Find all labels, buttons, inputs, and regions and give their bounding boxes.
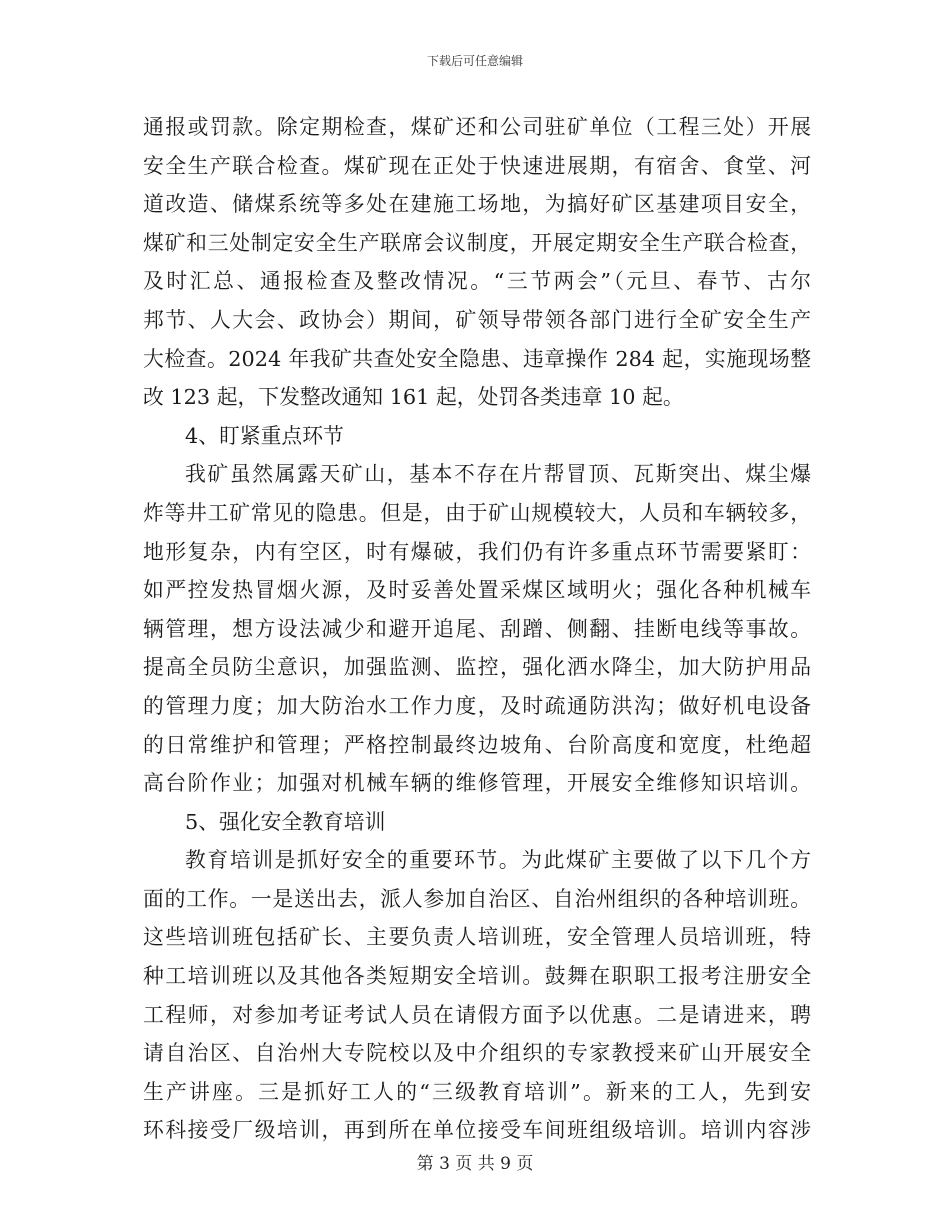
text-line: 改 123 起，下发整改通知 161 起，处罚各类违章 10 起。 <box>143 385 684 410</box>
text-line: 安全生产联合检查。煤矿现在正处于快速进展期，有宿舍、食堂、河 <box>143 153 811 178</box>
text-line: 环科接受厂级培训，再到所在单位接受车间班组级培训。培训内容涉 <box>143 1118 811 1143</box>
text-line: 的管理力度；加大防治水工作力度，及时疏通防洪沟；做好机电设备 <box>143 693 811 718</box>
text-line: 煤矿和三处制定安全生产联席会议制度，开展定期安全生产联合检查， <box>143 230 811 255</box>
text-line: 辆管理，想方设法减少和避开追尾、刮蹭、侧翻、挂断电线等事故。 <box>143 616 811 641</box>
document-body <box>143 108 811 1150</box>
text-line: 种工培训班以及其他各类短期安全培训。鼓舞在职职工报考注册安全 <box>143 964 811 989</box>
text-line: 如严控发热冒烟火源，及时妥善处置采煤区域明火；强化各种机械车 <box>143 578 811 603</box>
text-line: 这些培训班包括矿长、主要负责人培训班，安全管理人员培训班，特 <box>143 925 811 950</box>
text-line: 及时汇总、通报检查及整改情况。“三节两会”（元旦、春节、古尔 <box>143 269 811 294</box>
text-line: 4、盯紧重点环节 <box>185 423 344 448</box>
text-line: 通报或罚款。除定期检查，煤矿还和公司驻矿单位（工程三处）开展 <box>143 115 811 139</box>
text-line: 炸等井工矿常见的隐患。但是，由于矿山规模较大，人员和车辆较多， <box>143 500 811 525</box>
text-line: 教育培训是抓好安全的重要环节。为此煤矿主要做了以下几个方 <box>185 848 811 873</box>
text-line: 5、强化安全教育培训 <box>185 809 386 834</box>
text-line: 邦节、人大会、政协会）期间，矿领导带领各部门进行全矿安全生产 <box>143 307 811 332</box>
text-line: 请自治区、自治州大专院校以及中介组织的专家教授来矿山开展安全 <box>143 1041 811 1066</box>
text-line: 生产讲座。三是抓好工人的“三级教育培训”。新来的工人，先到安 <box>143 1079 811 1104</box>
text-line: 高台阶作业；加强对机械车辆的维修管理，开展安全维修知识培训。 <box>143 771 811 796</box>
text-line: 我矿虽然属露天矿山，基本不存在片帮冒顶、瓦斯突出、煤尘爆 <box>185 462 811 487</box>
text-line: 大检查。2024 年我矿共查处安全隐患、违章操作 284 起，实施现场整 <box>143 346 811 371</box>
text-line: 面的工作。一是送出去，派人参加自治区、自治州组织的各种培训班。 <box>143 886 811 911</box>
page-footer: 第 3 页 共 9 页 <box>416 1154 534 1174</box>
text-line: 工程师，对参加考证考试人员在请假方面予以优惠。二是请进来，聘 <box>143 1002 811 1027</box>
text-line: 的日常维护和管理；严格控制最终边坡角、台阶高度和宽度，杜绝超 <box>143 732 811 757</box>
page-header: 下载后可任意编辑 <box>426 54 523 68</box>
text-line: 道改造、储煤系统等多处在建施工场地，为搞好矿区基建项目安全， <box>143 192 811 217</box>
text-line: 提高全员防尘意识，加强监测、监控，强化洒水降尘，加大防护用品 <box>143 655 811 680</box>
text-line: 地形复杂，内有空区，时有爆破，我们仍有许多重点环节需要紧盯： <box>143 539 811 564</box>
